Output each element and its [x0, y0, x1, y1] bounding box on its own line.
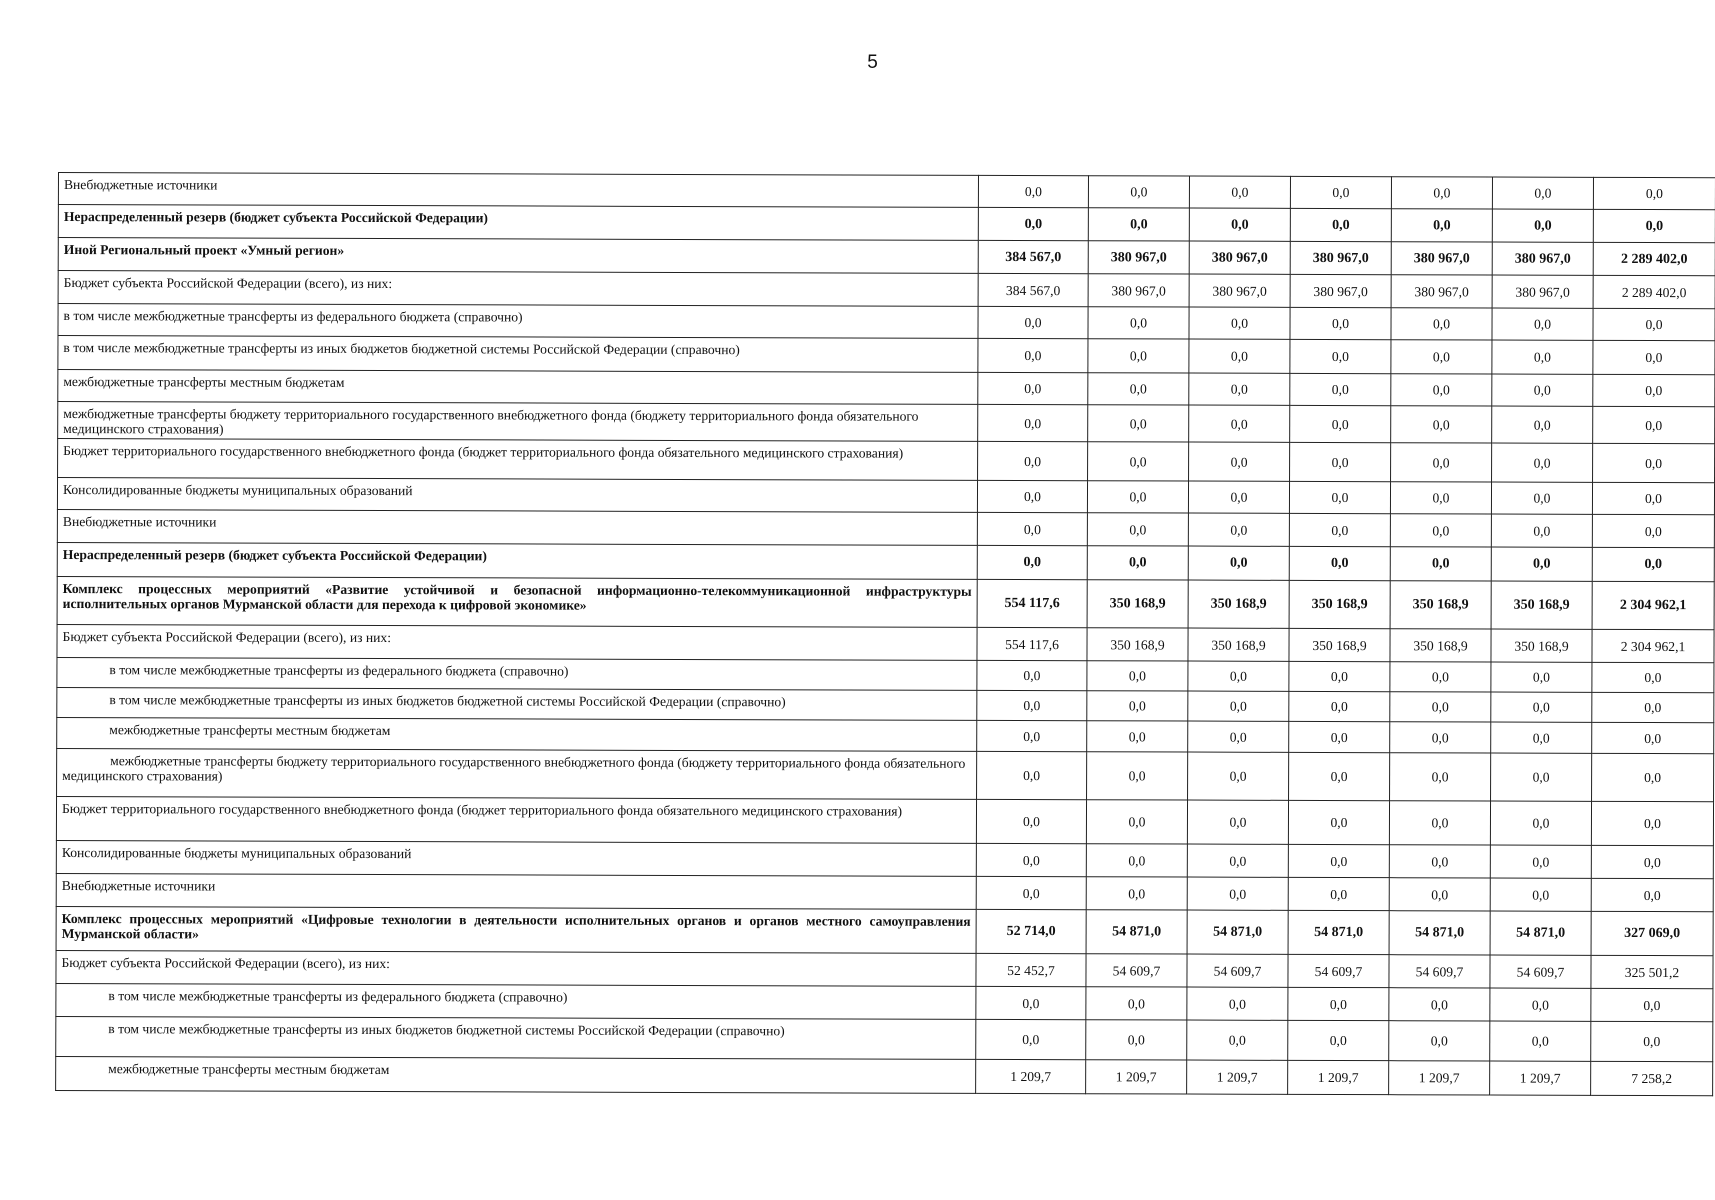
- value-cell: 0,0: [977, 720, 1087, 751]
- value-cell: 384 567,0: [978, 273, 1088, 306]
- row-label: межбюджетные трансферты бюджету территориального государственного внебюджетного фонда (бюджету территориального фонда обязательного медицинского страхования): [57, 748, 977, 799]
- value-cell: 0,0: [1492, 443, 1593, 482]
- table-row: [58, 173, 1715, 210]
- value-cell: 0,0: [1491, 662, 1592, 692]
- value-cell: 1 209,7: [1490, 1061, 1591, 1095]
- value-cell: 0,0: [1391, 340, 1492, 374]
- value-cell: 0,0: [1189, 442, 1290, 481]
- value-cell: 0,0: [1290, 176, 1391, 208]
- value-cell: 0,0: [1290, 442, 1391, 481]
- value-cell: 0,0: [977, 690, 1087, 720]
- value-cell: 0,0: [1491, 692, 1592, 722]
- value-cell: 1 209,7: [1086, 1060, 1187, 1094]
- value-cell: 380 967,0: [1290, 274, 1391, 307]
- value-cell: 0,0: [978, 175, 1088, 207]
- row-label: Бюджет территориального государственного внебюджетного фонда (бюджет территориального фонда обязательного медицинского страхования): [58, 439, 978, 481]
- value-cell: 0,0: [1187, 1020, 1288, 1060]
- value-cell: 0,0: [1088, 307, 1189, 339]
- value-cell: 0,0: [1390, 722, 1491, 753]
- value-cell: 350 168,9: [1390, 629, 1491, 662]
- value-cell: 0,0: [1290, 307, 1391, 339]
- value-cell: 0,0: [1088, 339, 1189, 373]
- value-cell: 0,0: [1490, 1021, 1591, 1061]
- value-cell: 0,0: [1592, 753, 1714, 801]
- value-cell: 380 967,0: [1088, 241, 1189, 274]
- value-cell: 0,0: [1391, 406, 1492, 443]
- value-cell: 0,0: [1288, 800, 1389, 844]
- value-cell: 2 304 962,1: [1592, 629, 1714, 662]
- value-cell: 54 871,0: [1389, 911, 1490, 955]
- value-cell: 0,0: [1491, 722, 1592, 753]
- table-row: [57, 509, 1714, 547]
- table-row: [57, 478, 1714, 515]
- value-cell: 0,0: [1593, 443, 1715, 482]
- value-cell: 0,0: [1189, 176, 1290, 208]
- value-cell: 380 967,0: [1492, 242, 1593, 275]
- value-cell: 0,0: [1391, 209, 1492, 242]
- value-cell: 0,0: [1290, 405, 1391, 442]
- value-cell: 0,0: [1087, 721, 1188, 752]
- value-cell: 0,0: [1591, 801, 1713, 845]
- value-cell: 1 209,7: [1187, 1060, 1288, 1094]
- value-cell: 0,0: [1288, 877, 1389, 910]
- value-cell: 0,0: [1390, 514, 1491, 547]
- value-cell: 0,0: [1188, 481, 1289, 513]
- value-cell: 0,0: [1086, 987, 1187, 1020]
- value-cell: 0,0: [1290, 373, 1391, 405]
- value-cell: 0,0: [977, 545, 1087, 579]
- value-cell: 0,0: [1189, 405, 1290, 442]
- value-cell: 380 967,0: [1290, 241, 1391, 274]
- value-cell: 2 289 402,0: [1593, 275, 1715, 308]
- value-cell: 350 168,9: [1289, 580, 1390, 628]
- value-cell: 0,0: [1490, 988, 1591, 1021]
- table-row: [57, 748, 1714, 801]
- row-label: в том числе межбюджетные трансферты из иных бюджетов бюджетной системы Российской Федерации (справочно): [57, 687, 977, 720]
- value-cell: 0,0: [1592, 722, 1714, 753]
- table-row: [56, 1016, 1713, 1061]
- value-cell: 0,0: [976, 986, 1086, 1019]
- value-cell: 380 967,0: [1391, 275, 1492, 308]
- value-cell: 0,0: [1593, 308, 1715, 340]
- value-cell: 0,0: [1492, 177, 1593, 209]
- value-cell: 0,0: [1290, 339, 1391, 373]
- value-cell: 384 567,0: [978, 240, 1088, 273]
- value-cell: 0,0: [1187, 800, 1288, 844]
- value-cell: 0,0: [1088, 442, 1189, 481]
- table-row: [57, 576, 1714, 629]
- value-cell: 0,0: [1086, 1020, 1187, 1060]
- value-cell: 0,0: [977, 751, 1087, 799]
- row-label: межбюджетные трансферты бюджету территориального государственного внебюджетного фонда (бюджету территориального фонда обязательного медицинского страхования): [58, 402, 978, 442]
- value-cell: 380 967,0: [1492, 275, 1593, 308]
- table-row: [56, 873, 1713, 911]
- value-cell: 0,0: [1289, 691, 1390, 721]
- row-label: Нераспределенный резерв (бюджет субъекта Российской Федерации): [57, 542, 977, 579]
- value-cell: 0,0: [1390, 547, 1491, 581]
- value-cell: 0,0: [1592, 662, 1714, 692]
- value-cell: 0,0: [1591, 1021, 1713, 1061]
- value-cell: 0,0: [1288, 844, 1389, 877]
- value-cell: 0,0: [1391, 177, 1492, 209]
- value-cell: 0,0: [1188, 721, 1289, 752]
- value-cell: 0,0: [1088, 405, 1189, 442]
- value-cell: 0,0: [977, 512, 1087, 545]
- value-cell: 0,0: [1087, 752, 1188, 800]
- value-cell: 0,0: [1491, 547, 1592, 581]
- value-cell: 0,0: [1593, 406, 1715, 443]
- value-cell: 0,0: [1088, 373, 1189, 405]
- row-label: Внебюджетные источники: [58, 173, 978, 208]
- value-cell: 554 117,6: [977, 627, 1087, 660]
- value-cell: 350 168,9: [1289, 628, 1390, 661]
- value-cell: 7 258,2: [1591, 1061, 1713, 1095]
- value-cell: 0,0: [977, 660, 1087, 690]
- value-cell: 380 967,0: [1088, 274, 1189, 307]
- value-cell: 325 501,2: [1591, 955, 1713, 988]
- value-cell: 0,0: [1290, 208, 1391, 241]
- value-cell: 350 168,9: [1390, 581, 1491, 629]
- value-cell: 0,0: [1087, 546, 1188, 580]
- value-cell: 0,0: [976, 1019, 1086, 1059]
- value-cell: 0,0: [1187, 877, 1288, 910]
- value-cell: 1 209,7: [1389, 1061, 1490, 1095]
- value-cell: 0,0: [1086, 844, 1187, 877]
- value-cell: 0,0: [1492, 209, 1593, 242]
- value-cell: 0,0: [978, 372, 1088, 404]
- value-cell: 0,0: [1289, 513, 1390, 546]
- value-cell: 0,0: [978, 404, 1088, 441]
- table-row: [56, 1056, 1713, 1095]
- value-cell: 0,0: [1491, 753, 1592, 801]
- value-cell: 0,0: [978, 338, 1088, 372]
- value-cell: 0,0: [1592, 482, 1714, 514]
- value-cell: 0,0: [976, 843, 1086, 876]
- table-row: [58, 402, 1715, 444]
- row-label: Бюджет субъекта Российской Федерации (всего), из них:: [56, 950, 976, 986]
- value-cell: 2 304 962,1: [1592, 581, 1714, 629]
- table-row: [58, 439, 1715, 483]
- value-cell: 52 714,0: [976, 909, 1086, 953]
- value-cell: 0,0: [1189, 339, 1290, 373]
- value-cell: 380 967,0: [1391, 242, 1492, 275]
- value-cell: 54 609,7: [1086, 954, 1187, 987]
- value-cell: 350 168,9: [1087, 580, 1188, 628]
- value-cell: 0,0: [1492, 340, 1593, 374]
- value-cell: 350 168,9: [1087, 628, 1188, 661]
- value-cell: 0,0: [976, 876, 1086, 909]
- value-cell: 0,0: [1188, 661, 1289, 691]
- value-cell: 0,0: [1591, 845, 1713, 878]
- row-label: межбюджетные трансферты местным бюджетам: [56, 1056, 976, 1093]
- value-cell: 0,0: [1289, 546, 1390, 580]
- value-cell: 0,0: [1187, 844, 1288, 877]
- table-row: [57, 717, 1714, 753]
- value-cell: 0,0: [1490, 801, 1591, 845]
- table-row: [56, 840, 1713, 878]
- value-cell: 0,0: [1189, 307, 1290, 339]
- value-cell: 0,0: [1391, 443, 1492, 482]
- value-cell: 54 609,7: [1288, 954, 1389, 987]
- table-row: [58, 205, 1715, 243]
- row-label: Иной Региональный проект «Умный регион»: [58, 238, 978, 274]
- value-cell: 0,0: [1087, 691, 1188, 721]
- value-cell: 0,0: [1087, 513, 1188, 546]
- value-cell: 350 168,9: [1491, 629, 1592, 662]
- value-cell: 54 609,7: [1187, 954, 1288, 987]
- value-cell: 54 871,0: [1490, 911, 1591, 955]
- value-cell: 0,0: [1490, 878, 1591, 911]
- row-label: в том числе межбюджетные трансферты из федерального бюджета (справочно): [57, 657, 977, 690]
- value-cell: 0,0: [1390, 753, 1491, 801]
- value-cell: 0,0: [1591, 988, 1713, 1021]
- table-row: [58, 304, 1715, 341]
- value-cell: 0,0: [1086, 800, 1187, 844]
- value-cell: 0,0: [1389, 878, 1490, 911]
- value-cell: 0,0: [1391, 308, 1492, 340]
- value-cell: 0,0: [1189, 373, 1290, 405]
- row-label: Комплекс процессных мероприятий «Цифровые технологии в деятельности исполнительных органов и органов местного самоуправления Мурманской области»: [56, 906, 976, 953]
- value-cell: 0,0: [1188, 752, 1289, 800]
- value-cell: 0,0: [1389, 845, 1490, 878]
- value-cell: 0,0: [1592, 547, 1714, 581]
- value-cell: 0,0: [1593, 374, 1715, 406]
- table-row: [56, 906, 1713, 955]
- row-label: Комплекс процессных мероприятий «Развитие устойчивой и безопасной информационно-телекоммуникационной инфраструктуры исполнительных органов Мурманской области для перехода к цифровой экономике»: [57, 576, 977, 627]
- value-cell: 1 209,7: [1288, 1060, 1389, 1094]
- row-label: Консолидированные бюджеты муниципальных образований: [57, 478, 977, 513]
- value-cell: 2 289 402,0: [1593, 242, 1715, 275]
- value-cell: 327 069,0: [1591, 911, 1713, 955]
- table-row: [56, 983, 1713, 1021]
- value-cell: 0,0: [1491, 514, 1592, 547]
- value-cell: 0,0: [977, 480, 1087, 512]
- value-cell: 0,0: [1087, 661, 1188, 691]
- value-cell: 54 609,7: [1490, 955, 1591, 988]
- value-cell: 0,0: [1188, 513, 1289, 546]
- row-label: в том числе межбюджетные трансферты из федерального бюджета (справочно): [58, 304, 978, 339]
- value-cell: 0,0: [1492, 406, 1593, 443]
- row-label: Консолидированные бюджеты муниципальных образований: [56, 840, 976, 876]
- value-cell: 0,0: [1088, 176, 1189, 208]
- table-row: [56, 950, 1713, 988]
- value-cell: 0,0: [1389, 801, 1490, 845]
- value-cell: 0,0: [1187, 987, 1288, 1020]
- value-cell: 0,0: [1492, 374, 1593, 406]
- row-label: в том числе межбюджетные трансферты из федерального бюджета (справочно): [56, 983, 976, 1019]
- value-cell: 0,0: [1491, 482, 1592, 514]
- value-cell: 0,0: [1087, 481, 1188, 513]
- table-row: [57, 542, 1714, 581]
- value-cell: 0,0: [1390, 662, 1491, 692]
- table-row: [58, 271, 1715, 309]
- row-label: Внебюджетные источники: [57, 509, 977, 545]
- value-cell: 0,0: [976, 799, 1086, 843]
- value-cell: 54 609,7: [1389, 955, 1490, 988]
- value-cell: 0,0: [978, 441, 1088, 480]
- value-cell: 0,0: [1492, 308, 1593, 340]
- value-cell: 0,0: [1086, 877, 1187, 910]
- value-cell: 54 871,0: [1187, 910, 1288, 954]
- value-cell: 350 168,9: [1188, 580, 1289, 628]
- row-label: Нераспределенный резерв (бюджет субъекта Российской Федерации): [58, 205, 978, 241]
- value-cell: 380 967,0: [1189, 241, 1290, 274]
- value-cell: 0,0: [1289, 661, 1390, 691]
- row-label: Внебюджетные источники: [56, 873, 976, 909]
- value-cell: 0,0: [1593, 209, 1715, 242]
- table-row: [58, 238, 1715, 276]
- row-label: Бюджет территориального государственного внебюджетного фонда (бюджет территориального фонда обязательного медицинского страхования): [56, 796, 976, 843]
- table-row: [56, 796, 1713, 845]
- page-number: 5: [867, 52, 878, 73]
- value-cell: 0,0: [1592, 514, 1714, 547]
- value-cell: 0,0: [1390, 482, 1491, 514]
- value-cell: 0,0: [1593, 177, 1715, 209]
- row-label: Бюджет субъекта Российской Федерации (всего), из них:: [57, 624, 977, 660]
- value-cell: 0,0: [1390, 692, 1491, 722]
- value-cell: 52 452,7: [976, 953, 1086, 986]
- value-cell: 0,0: [1288, 1020, 1389, 1060]
- table-row: [58, 336, 1715, 375]
- row-label: Бюджет субъекта Российской Федерации (всего), из них:: [58, 271, 978, 307]
- value-cell: 0,0: [1088, 208, 1189, 241]
- row-label: в том числе межбюджетные трансферты из иных бюджетов бюджетной системы Российской Федерации (справочно): [56, 1016, 976, 1059]
- value-cell: 0,0: [1391, 374, 1492, 406]
- value-cell: 0,0: [1389, 988, 1490, 1021]
- row-label: в том числе межбюджетные трансферты из иных бюджетов бюджетной системы Российской Федерации (справочно): [58, 336, 978, 373]
- value-cell: 380 967,0: [1189, 274, 1290, 307]
- value-cell: 0,0: [1490, 845, 1591, 878]
- budget-table: [55, 172, 1715, 1096]
- value-cell: 0,0: [1591, 878, 1713, 911]
- value-cell: 350 168,9: [1188, 628, 1289, 661]
- value-cell: 350 168,9: [1491, 581, 1592, 629]
- value-cell: 0,0: [978, 306, 1088, 338]
- value-cell: 0,0: [978, 207, 1088, 240]
- value-cell: 0,0: [1389, 1021, 1490, 1061]
- row-label: межбюджетные трансферты местным бюджетам: [57, 717, 977, 751]
- value-cell: 0,0: [1289, 481, 1390, 513]
- row-label: межбюджетные трансферты местным бюджетам: [58, 370, 978, 405]
- value-cell: 0,0: [1288, 987, 1389, 1020]
- value-cell: 54 871,0: [1288, 910, 1389, 954]
- value-cell: 0,0: [1289, 752, 1390, 800]
- table-row: [57, 624, 1714, 662]
- table-row: [58, 370, 1715, 407]
- value-cell: 1 209,7: [976, 1059, 1086, 1093]
- value-cell: 0,0: [1593, 340, 1715, 374]
- value-cell: 0,0: [1289, 721, 1390, 752]
- value-cell: 554 117,6: [977, 579, 1087, 627]
- value-cell: 0,0: [1189, 208, 1290, 241]
- value-cell: 54 871,0: [1086, 910, 1187, 954]
- value-cell: 0,0: [1188, 691, 1289, 721]
- value-cell: 0,0: [1188, 546, 1289, 580]
- table-body: [56, 173, 1715, 1096]
- value-cell: 0,0: [1592, 692, 1714, 722]
